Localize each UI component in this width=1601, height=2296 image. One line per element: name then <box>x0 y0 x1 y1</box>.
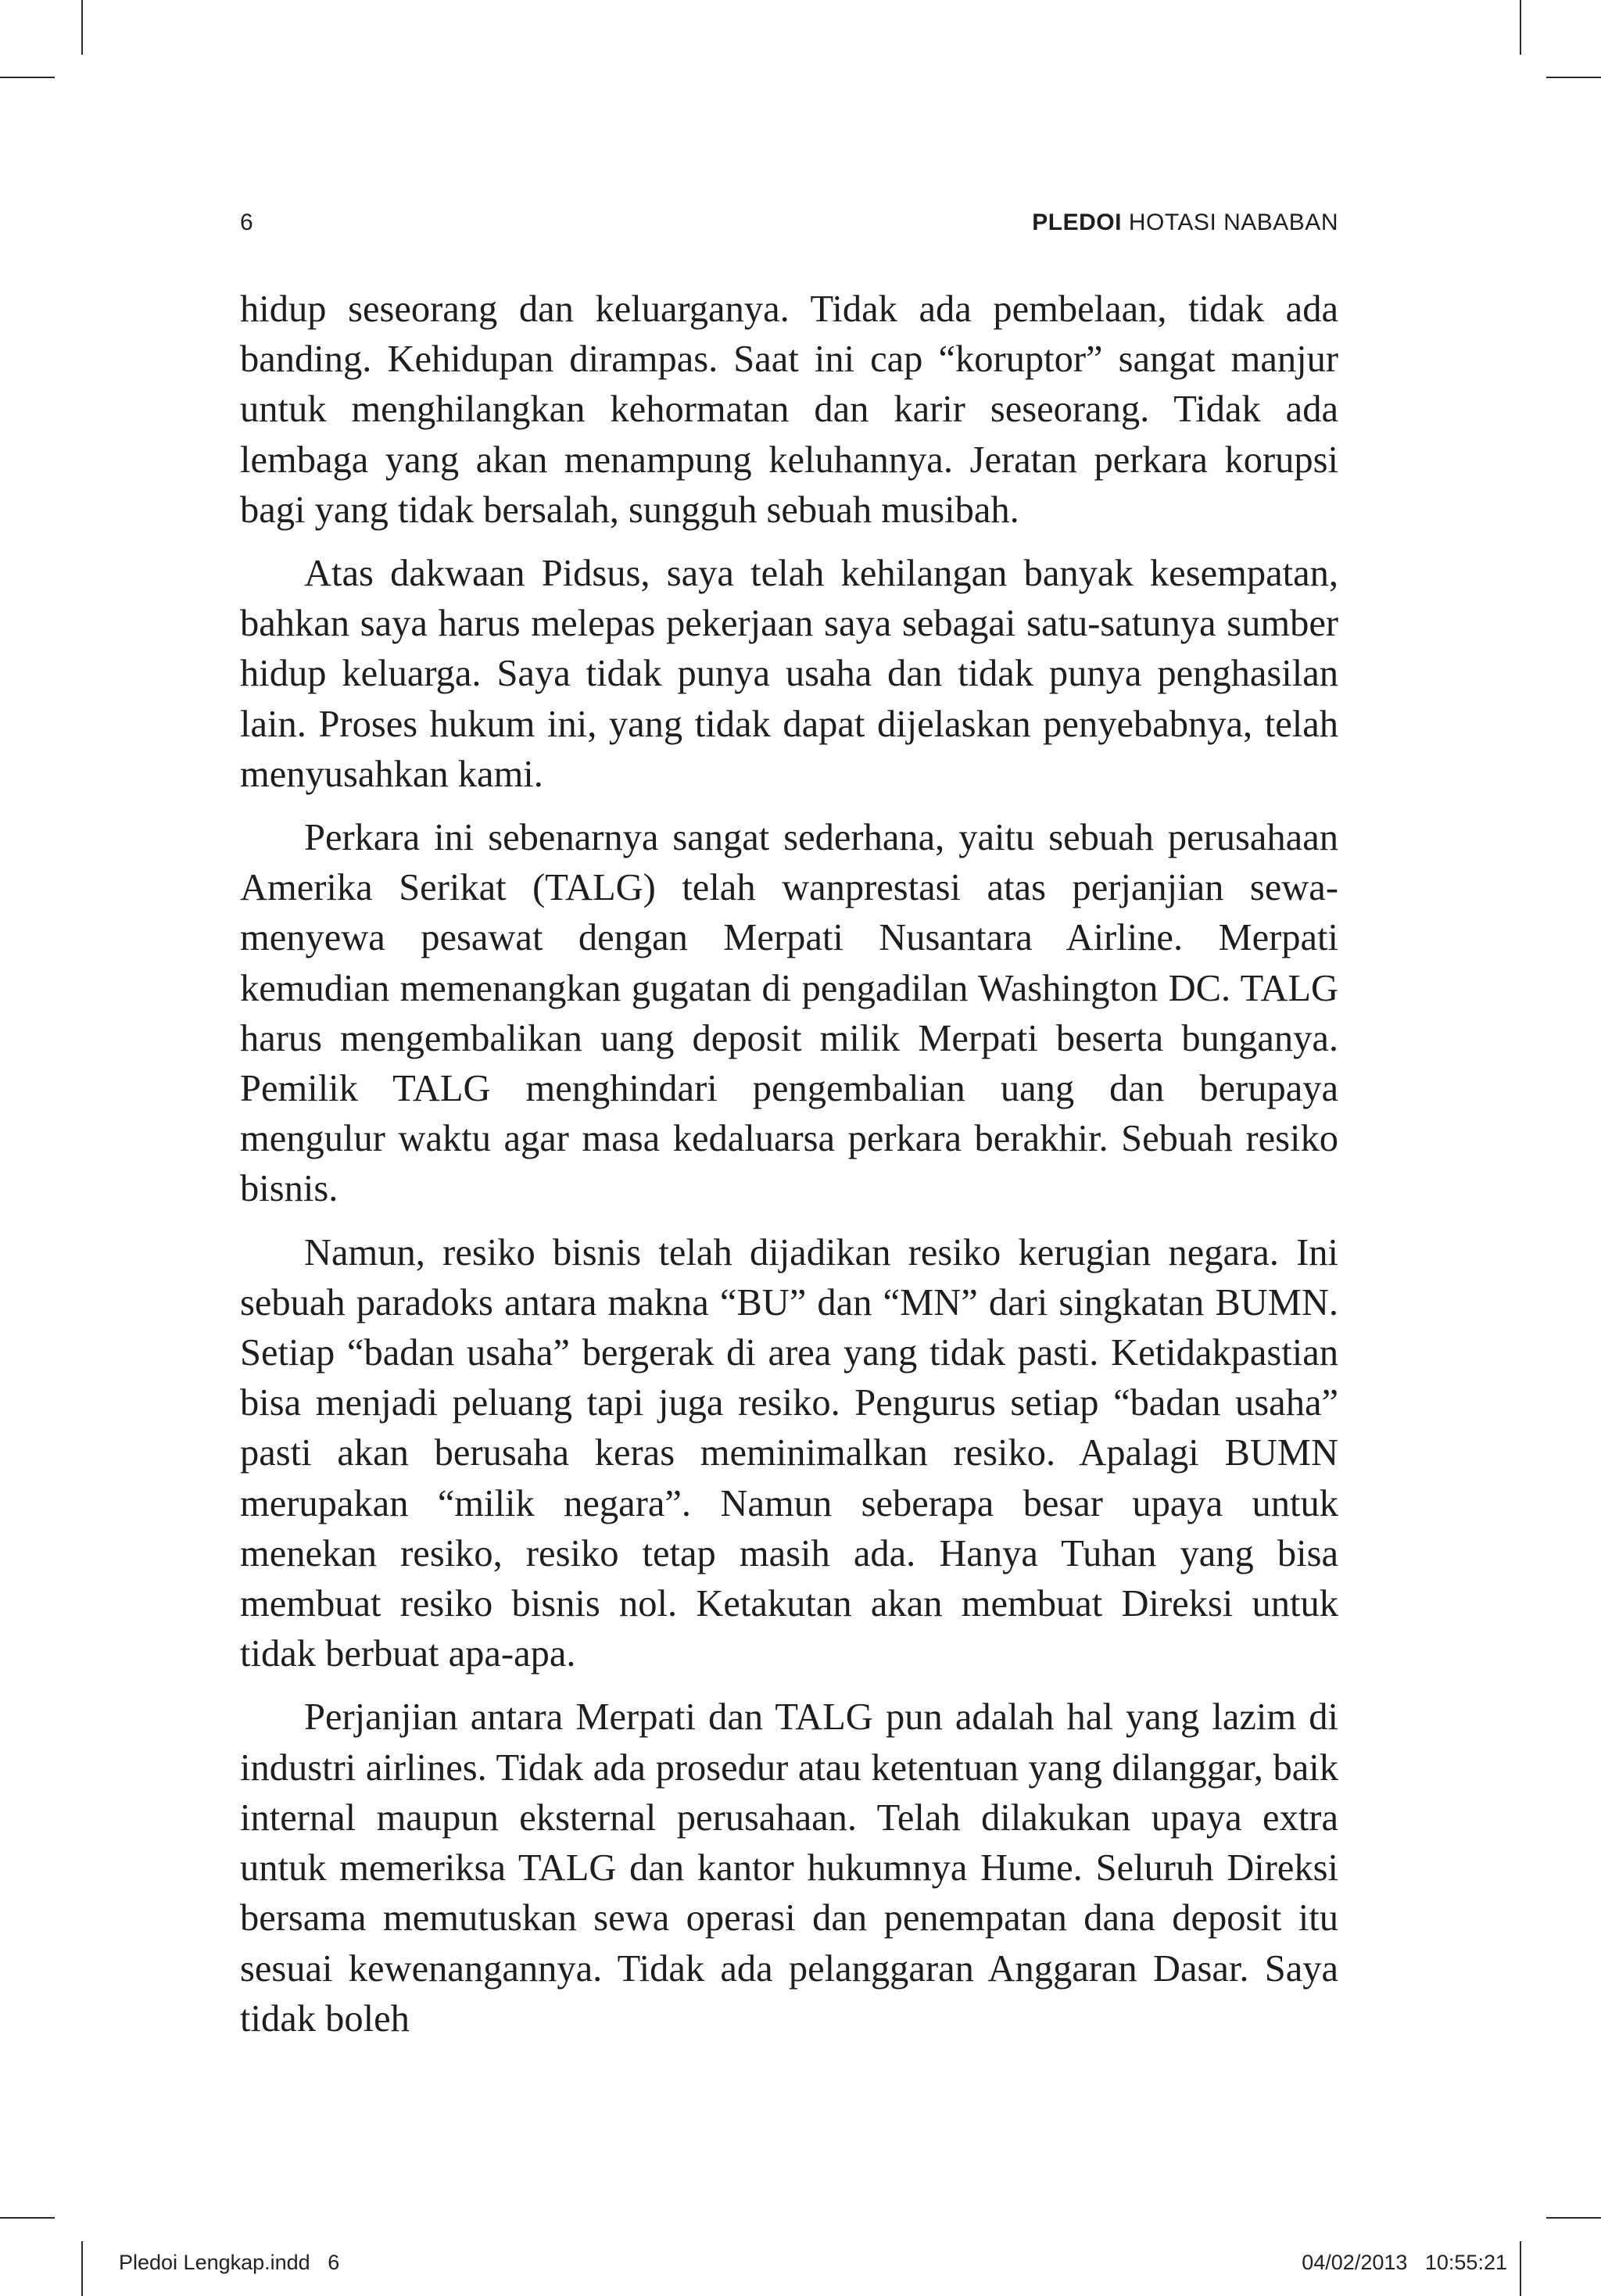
page-number: 6 <box>240 210 254 235</box>
crop-mark-bottom-left-vertical <box>81 2241 83 2296</box>
crop-mark-top-left-vertical <box>81 0 83 55</box>
crop-mark-bottom-right-vertical <box>1520 2241 1521 2296</box>
crop-mark-top-right-vertical <box>1520 0 1521 55</box>
slug-timestamp: 04/02/2013 10:55:21 <box>1302 2251 1507 2274</box>
paragraph-1: hidup seseorang dan keluarganya. Tidak ada pembelaan, tidak ada banding. Kehidupan dirampas. Saat ini cap “koruptor” sangat manjur untuk menghilangkan kehormatan dan karir seseorang. Tidak ada lembaga yang akan menampung keluhannya. Jeratan perkara korupsi bagi yang tidak bersalah, sungguh sebuah musibah. <box>240 288 1338 531</box>
crop-mark-bottom-left-horizontal <box>0 2217 55 2219</box>
slug-file-label: Pledoi Lengkap.indd 6 <box>119 2251 340 2274</box>
crop-mark-top-right-horizontal <box>1546 77 1601 78</box>
crop-mark-bottom-right-horizontal <box>1546 2217 1601 2219</box>
crop-mark-top-left-horizontal <box>0 77 55 78</box>
book-title-bold: PLEDOI <box>1032 210 1122 235</box>
running-head <box>240 210 1338 244</box>
paragraph-4: Namun, resiko bisnis telah dijadikan resiko kerugian negara. Ini sebuah paradoks antara makna “BU” dan “MN” dari singkatan BUMN. Setiap “badan usaha” bergerak di area yang tidak pasti. Ketidakpastian bisa menjadi peluang tapi juga resiko. Pengurus setiap “badan usaha” pasti akan berusaha keras meminimalkan resiko. Apalagi BUMN merupakan “milik negara”. Namun seberapa besar upaya untuk menekan resiko, resiko tetap masih ada. Hanya Tuhan yang bisa membuat resiko bisnis nol. Ketakutan akan membuat Direksi untuk tidak berbuat apa-apa. <box>240 1231 1338 1675</box>
book-title-author: HOTASI NABABAN <box>1121 210 1338 235</box>
paragraph-3: Perkara ini sebenarnya sangat sederhana, yaitu sebuah perusahaan Amerika Serikat (TALG) telah wanprestasi atas perjanjian sewa-menyewa pesawat dengan Merpati Nusantara Airline. Merpati kemudian memenangkan gugatan di pengadilan Washington DC. TALG harus mengembalikan uang deposit milik Merpati beserta bunganya. Pemilik TALG menghindari pengembalian uang dan berupaya mengulur waktu agar masa kedaluarsa perkara berakhir. Sebuah resiko bisnis. <box>240 817 1338 1210</box>
paragraph-5: Perjanjian antara Merpati dan TALG pun adalah hal yang lazim di industri airlines. Tidak ada prosedur atau ketentuan yang dilanggar, baik internal maupun eksternal perusahaan. Telah dilakukan upaya extra untuk memeriksa TALG dan kantor hukumnya Hume. Seluruh Direksi bersama memutuskan sewa operasi dan penempatan dana deposit itu sesuai kewenangannya. Tidak ada pelanggaran Anggaran Dasar. Saya tidak boleh <box>240 1696 1338 2040</box>
paragraph-2: Atas dakwaan Pidsus, saya telah kehilangan banyak kesempatan, bahkan saya harus melepas pekerjaan saya sebagai satu-satunya sumber hidup keluarga. Saya tidak punya usaha dan tidak punya penghasilan lain. Proses hukum ini, yang tidak dapat dijelaskan penyebabnya, telah menyusahkan kami. <box>240 553 1338 795</box>
book-title <box>1032 210 1338 236</box>
body-text <box>240 285 1338 2058</box>
